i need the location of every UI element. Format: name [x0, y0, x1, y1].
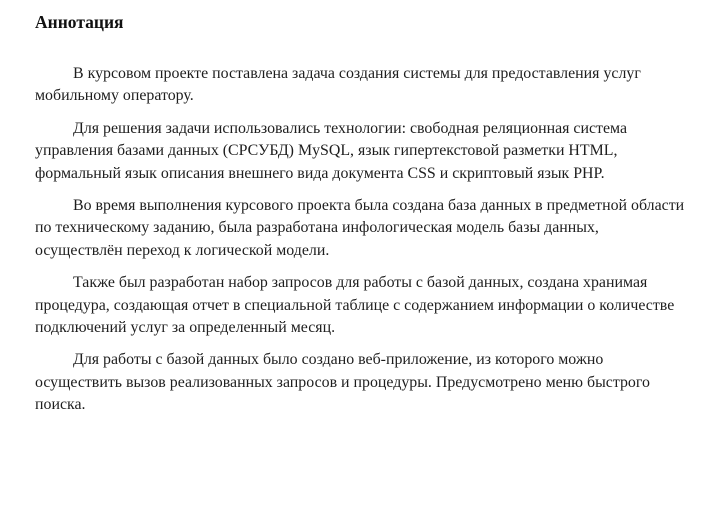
paragraph-task: В курсовом проекте поставлена задача создания системы для предоставления услуг мобильному оператору.: [35, 65, 641, 105]
paragraph-web-application: Для работы с базой данных было создано веб-приложение, из которого можно осуществить вызов реализованных запросов и процедуры. Предусмотрено меню быстрого поиска.: [35, 351, 650, 414]
paragraph-queries-procedure: Также был разработан набор запросов для работы с базой данных, создана хранимая процедура, создающая отчет в специальной таблице с содержанием информации о количестве подключений услуг за определенный месяц.: [35, 274, 675, 337]
document-page: [35, 10, 685, 427]
page-title: Аннотация: [35, 12, 124, 32]
paragraph-database-design: Во время выполнения курсового проекта была создана база данных в предметной области по техническому заданию, была разработана инфологическая модель базы данных, осуществлён переход к логической модели.: [35, 197, 685, 259]
paragraph-technologies: Для решения задачи использовались технологии: свободная реляционная система управления базами данных (СРСУБД) MySQL, язык гипертекстовой разметки HTML, формальный язык описания внешнего вида документа CSS и скриптовый язык PHP.: [35, 119, 628, 182]
